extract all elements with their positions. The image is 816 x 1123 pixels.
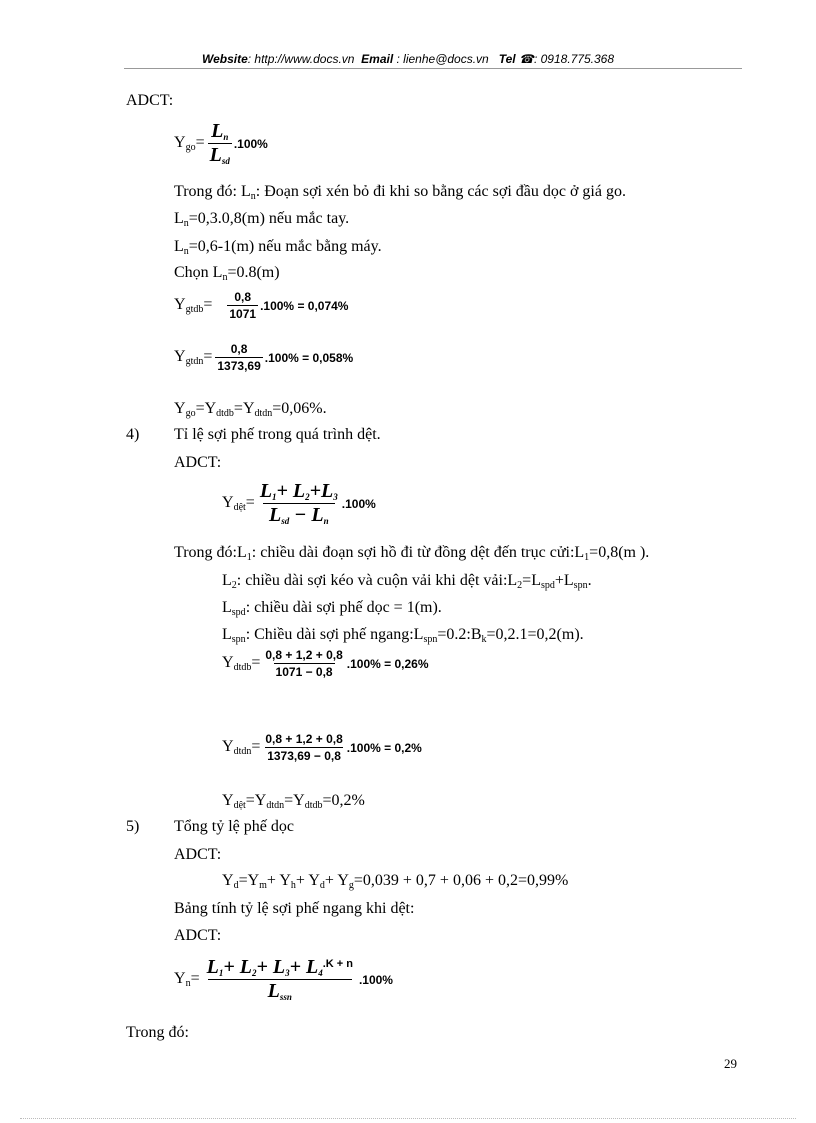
- formula-ygo: $Y_{go}=$ $\frac{L_n}{L_{sd}}$ .100%: [174, 120, 268, 166]
- lspd-desc: $L_{spd}$: chiều dài sợi phế dọc = 1(m).: [222, 599, 442, 618]
- formula-yn-pct: .100%: [358, 972, 393, 987]
- website-value: : http://www.docs.vn: [247, 52, 355, 66]
- ln-manual: $L_n=0,3.0,8(m)$ nếu mắc tay.: [174, 210, 350, 229]
- item-5-title: Tổng tỷ lệ phế dọc: [174, 818, 294, 835]
- yd-formula: $Y_d=Y_m+ Y_h+ Y_d+ Y_g=0,039 + 0,7 + 0,06 + 0,2=0,99\%$: [222, 872, 569, 891]
- email-label: Email: [361, 52, 394, 66]
- tel-value: : 0918.775.368: [533, 52, 615, 66]
- adct-label-4: ADCT:: [174, 927, 222, 944]
- email-value: : lienhe@docs.vn: [396, 52, 489, 66]
- formula-ydet: $Y_{dệt}=$ $\frac{L_1+ L_2+L_3}{L_{sd} - L_n}$ .100%: [222, 480, 376, 526]
- item-5-number: 5): [126, 818, 140, 835]
- adct-label-1: ADCT:: [126, 92, 174, 109]
- page-header: [0, 52, 816, 66]
- formula-ydtdn: $Y_{dtdn}=$ $\frac{0,8 + 1,2 + 0,8}{1373,69 - 0,8}$ .100% = 0,2%: [222, 732, 422, 763]
- formula-ygtdn: $Y_{gtdn}=$ $\frac{0,8}{1373,69}$ .100% = 0,058%: [174, 342, 354, 373]
- formula-ygo-pct: .100%: [233, 136, 268, 151]
- ygo-result: $Y_{go}=Y_{dtdb}=Y_{dtdn}=0,06\%$.: [174, 400, 327, 419]
- tel-label: Tel: [498, 52, 516, 66]
- l2-desc: $L_2$: chiều dài sợi kéo và cuộn vải khi dệt $vải:L_2=L_{spd}+L_{spn}$.: [222, 572, 592, 591]
- formula-yn: $Y_n=$ $\frac{L_1+ L_2+ L_3+ L_4^{.K + n}}{L_{ssn}}$ .100%: [174, 956, 393, 1002]
- trongdo-last: Trong đó:: [126, 1024, 189, 1041]
- trongdo-ln: Trong đó: $L_n$: Đoạn sợi xén bỏ đi khi so bằng các sợi đầu dọc ở giá go.: [174, 183, 626, 202]
- ydet-result: $Y_{dệt}=Y_{dtdn}=Y_{dtdb}=0,2\%$: [222, 792, 365, 811]
- website-label: Website: [201, 52, 248, 66]
- trongdo-l1: Trong $đó:L_1$: chiều dài đoạn sợi hồ đi từ đồng dệt đến trục $cửi:L_1=0,8(m$ ).: [174, 544, 650, 563]
- formula-ydtdb: $Y_{dtdb}=$ $\frac{0,8 + 1,2 + 0,8}{1071 - 0,8}$ .100% = 0,26%: [222, 648, 429, 679]
- formula-ygtdb: $Y_{gtdb}=$ $\frac{0,8}{1071}$ .100% = 0,074%: [174, 290, 349, 321]
- phone-icon: ☎: [519, 52, 534, 66]
- adct-label-3: ADCT:: [174, 846, 222, 863]
- chon-ln: Chọn $L_n=0.8(m)$: [174, 264, 280, 283]
- ln-machine: $L_n=0,6-1(m)$ nếu mắc bằng máy.: [174, 238, 382, 257]
- page-number: 29: [724, 1056, 737, 1071]
- header-rule: [124, 68, 742, 69]
- footer-rule: [20, 1118, 796, 1119]
- formula-ydet-pct: .100%: [341, 496, 376, 511]
- adct-label-2: ADCT:: [174, 454, 222, 471]
- item-4-number: 4): [126, 426, 140, 443]
- item-4-title: Tỉ lệ sợi phế trong quá trình dệt.: [174, 426, 381, 443]
- bang-tinh-heading: Bảng tính tỷ lệ sợi phế ngang khi dệt:: [174, 900, 415, 917]
- lspn-desc: $L_{spn}$: Chiều dài sợi phế $ngang:L_{spn}=0.2:B_k=0,2.1=0,2(m)$.: [222, 626, 584, 645]
